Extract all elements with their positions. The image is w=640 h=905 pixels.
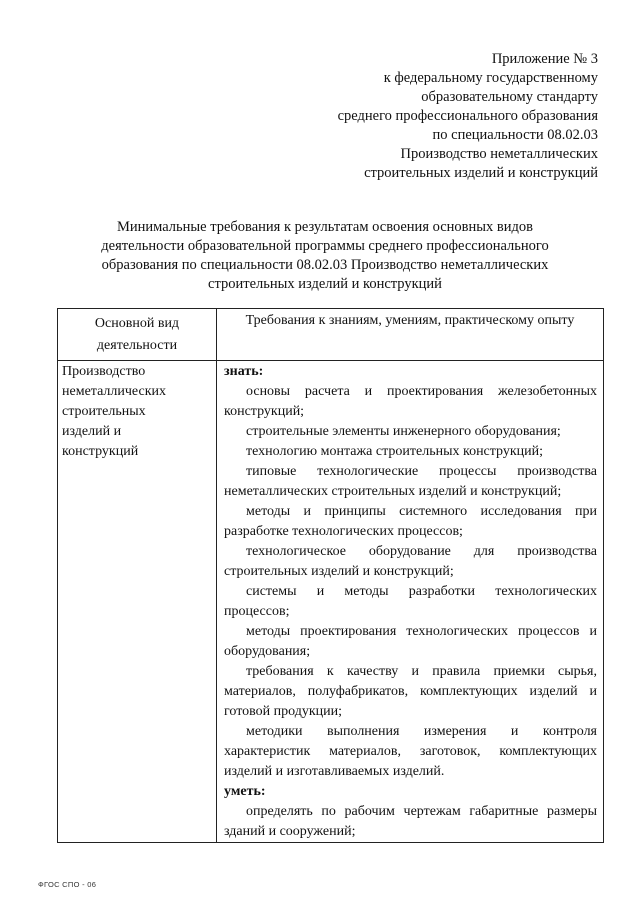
activity-line: неметаллических — [62, 384, 166, 399]
title-line: Минимальные требования к результатам освоения основных видов — [117, 219, 533, 235]
know-item: требования к качеству и правила приемки сырья, материалов, полуфабрикатов, комплектующих изделий и готовой продукции; — [224, 664, 597, 719]
know-item: методы проектирования технологических процессов и оборудования; — [224, 624, 597, 659]
appendix-line: среднего профессионального образования — [337, 108, 598, 124]
know-item: технологическое оборудование для производства строительных изделий и конструкций; — [224, 544, 597, 579]
table-header-row — [58, 309, 604, 361]
appendix-line: строительных изделий и конструкций — [364, 165, 598, 181]
know-item: типовые технологические процессы производства неметаллических строительных изделий и конструкций; — [224, 464, 597, 499]
header-activity: Основной вид деятельности — [58, 309, 217, 361]
title-line: образования по специальности 08.02.03 Производство неметаллических — [101, 257, 549, 273]
footer-code: ФГОС СПО - 06 — [38, 880, 97, 889]
can-label: уметь: — [224, 784, 266, 799]
know-item: системы и методы разработки технологических процессов; — [224, 584, 597, 619]
appendix-line: к федеральному государственному — [383, 70, 598, 86]
appendix-line: по специальности 08.02.03 — [432, 127, 598, 143]
activity-cell — [58, 361, 217, 843]
activity-line: строительных — [62, 404, 146, 419]
title-line: строительных изделий и конструкций — [208, 276, 442, 292]
document-title — [70, 218, 580, 294]
appendix-header — [278, 50, 598, 183]
know-label: знать: — [224, 364, 264, 379]
know-item: методики выполнения измерения и контроля характеристик материалов, заготовок, комплектующих изделий и изготавливаемых изделий. — [224, 724, 597, 779]
appendix-line: образовательному стандарту — [421, 89, 598, 105]
know-item: основы расчета и проектирования железобетонных конструкций; — [224, 384, 597, 419]
activity-line: конструкций — [62, 444, 139, 459]
activity-line: изделий и — [62, 424, 122, 439]
appendix-line: Приложение № 3 — [491, 51, 598, 67]
requirements-table — [57, 308, 604, 843]
know-item: технологию монтажа строительных конструкций; — [246, 444, 544, 459]
table-row — [58, 361, 604, 843]
can-item: определять по рабочим чертежам габаритные размеры зданий и сооружений; — [224, 804, 597, 839]
header-requirements: Требования к знаниям, умениям, практическому опыту — [217, 309, 604, 361]
title-line: деятельности образовательной программы среднего профессионального — [101, 238, 549, 254]
know-item: методы и принципы системного исследования при разработке технологических процессов; — [224, 504, 597, 539]
activity-line: Производство — [62, 364, 146, 379]
know-item: строительные элементы инженерного оборудования; — [246, 424, 561, 439]
requirements-cell — [217, 361, 604, 843]
appendix-line: Производство неметаллических — [400, 146, 598, 162]
